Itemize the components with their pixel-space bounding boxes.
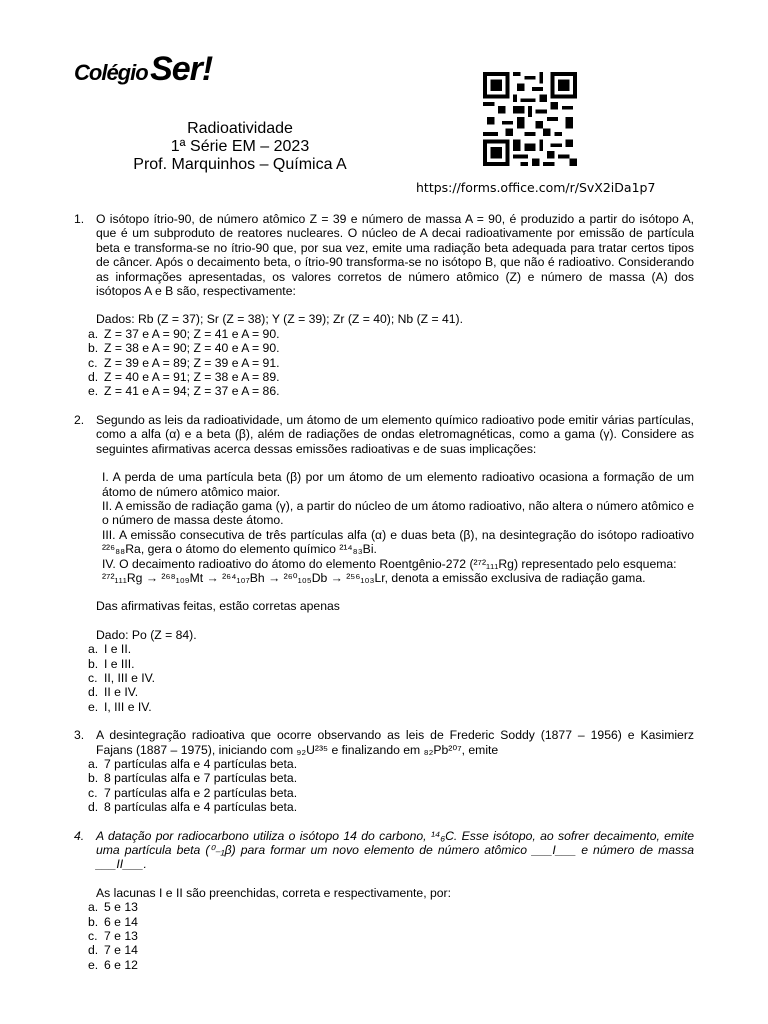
- question-text: A desintegração radioativa que ocorre observando as leis de Frederic Soddy (1877 – 1956) e Kasimierz Fajans (1887 – 1975), iniciando com ₉₂U²³⁵ e finalizando em ₈₂Pb²⁰⁷, emite: [96, 728, 694, 757]
- logo-text-1: Colégio: [74, 60, 148, 85]
- option-c[interactable]: c. 7 partículas alfa e 2 partículas beta.: [88, 785, 298, 800]
- question-ask: As lacunas I e II são preenchidas, correta e respectivamente, por:: [96, 885, 451, 900]
- option-c[interactable]: c. 7 e 13: [88, 929, 138, 944]
- option-b[interactable]: b. I e III.: [88, 656, 135, 671]
- options-list: [88, 900, 694, 972]
- options-list: [88, 327, 694, 399]
- statement-2: II. A emissão de radiação gama (γ), a partir do núcleo de um átomo radioativo, não altera o número atômico e o número de massa deste átomo.: [102, 498, 694, 528]
- statement-1: I. A perda de uma partícula beta (β) por um átomo de um elemento radioativo ocasiona a formação de um átomo de número atômico maior.: [102, 470, 694, 499]
- logo-text-2: Ser!: [150, 50, 213, 88]
- question-number: 1.: [74, 212, 85, 226]
- option-d[interactable]: d. 8 partículas alfa e 4 partículas beta.: [88, 800, 298, 815]
- options-list: [88, 642, 694, 714]
- doc-teacher: Prof. Marquinhos – Química A: [133, 156, 347, 173]
- option-a[interactable]: a. Z = 37 e A = 90; Z = 41 e A = 90.: [88, 326, 280, 341]
- question-data: Dados: Rb (Z = 37); Sr (Z = 38); Y (Z = 39); Zr (Z = 40); Nb (Z = 41).: [96, 312, 463, 327]
- option-c[interactable]: c. Z = 39 e A = 89; Z = 39 e A = 91.: [88, 355, 280, 370]
- doc-series: 1ª Série EM – 2023: [170, 138, 310, 155]
- qr-code-icon: [483, 72, 577, 166]
- question-text: Segundo as leis da radioatividade, um átomo de um elemento químico radioativo pode emitir várias partículas, como a alfa (α) e a beta (β), além de radiações de ondas eletromagnéticas, como a gama (γ). Considere as seguintes afirmativas acerca dessas emissões radioativas e de suas implicações:: [96, 412, 694, 456]
- option-b[interactable]: b. Z = 38 e A = 90; Z = 40 e A = 90.: [88, 341, 280, 356]
- question-text: A datação por radiocarbono utiliza o isótopo 14 do carbono, ¹⁴₆C. Esse isótopo, ao sofrer decaimento, emite uma partícula beta (⁰₋₁β) para formar um novo elemento de número atômico ___I___ e número de massa ___II___.: [96, 828, 694, 872]
- option-d[interactable]: d. II e IV.: [88, 685, 139, 700]
- option-c[interactable]: c. II, III e IV.: [88, 670, 156, 685]
- statements: [96, 470, 694, 585]
- question-number: 2.: [74, 412, 85, 427]
- option-e[interactable]: e. Z = 41 e A = 94; Z = 37 e A = 86.: [88, 384, 280, 399]
- option-a[interactable]: a. 7 partículas alfa e 4 partículas beta.: [88, 757, 298, 771]
- question-1: [74, 212, 694, 399]
- option-d[interactable]: d. Z = 40 e A = 91; Z = 38 e A = 89.: [88, 370, 280, 385]
- question-4: [74, 829, 694, 973]
- statement-4-scheme: ²⁷²₁₁₁Rg → ²⁶⁸₁₀₉Mt → ²⁶⁴₁₀₇Bh → ²⁶⁰₁₀₅Db → ²⁵⁶₁₀₃Lr, denota a emissão exclusiva de radiação gama.: [102, 570, 646, 585]
- option-a[interactable]: a. I e II.: [88, 642, 132, 657]
- question-number: 4.: [74, 828, 85, 843]
- option-a[interactable]: a. 5 e 13: [88, 900, 138, 915]
- doc-title: Radioatividade: [187, 120, 293, 137]
- school-logo: [74, 50, 213, 88]
- option-b[interactable]: b. 8 partículas alfa e 7 partículas beta.: [88, 771, 298, 786]
- statement-4: IV. O decaimento radioativo do átomo do elemento Roentgênio-272 (²⁷²₁₁₁Rg) representado pelo esquema:: [102, 556, 677, 571]
- option-b[interactable]: b. 6 e 14: [88, 914, 138, 929]
- document-header: [110, 120, 370, 174]
- question-list: [74, 212, 694, 986]
- options-list: [88, 757, 694, 815]
- question-2: [74, 413, 694, 714]
- form-url[interactable]: https://forms.office.com/r/SvX2iDa1p7: [416, 180, 656, 195]
- option-e[interactable]: e. 6 e 12: [88, 957, 138, 972]
- question-3: [74, 728, 694, 814]
- question-ask: Das afirmativas feitas, estão corretas apenas: [96, 599, 340, 614]
- option-e[interactable]: e. I, III e IV.: [88, 699, 152, 714]
- question-data: Dado: Po (Z = 84).: [96, 627, 197, 642]
- option-d[interactable]: d. 7 e 14: [88, 943, 138, 958]
- statement-3: III. A emissão consecutiva de três partículas alfa (α) e duas beta (β), na desintegração do isótopo radioativo ²²⁶₈₈Ra, gera o átomo do elemento químico ²¹⁴₈₃Bi.: [102, 527, 694, 557]
- question-number: 3.: [74, 728, 85, 743]
- question-text: O isótopo ítrio-90, de número atômico Z = 39 e número de massa A = 90, é produzido a partir do isótopo A, que é um subproduto de reatores nucleares. O núcleo de A decai radioativamente por emissão de partícula beta e transforma-se no ítrio-90 que, por sua vez, emite uma radiação beta adequada para tratar certos tipos de câncer. Após o decaimento beta, o ítrio-90 transforma-se no isótopo B, que não é radioativo. Considerando as informações apresentadas, os valores corretos de número atômico (Z) e número de massa (A) dos isótopos A e B são, respectivamente:: [96, 212, 694, 299]
